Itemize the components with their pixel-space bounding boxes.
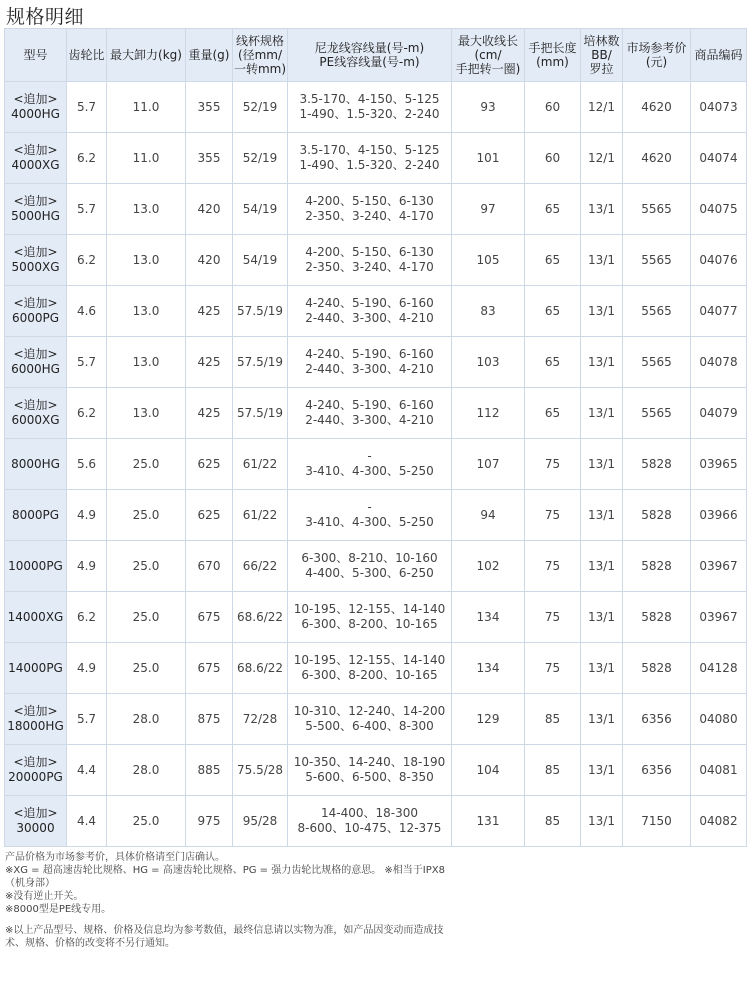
spool-spec-cell: 57.5/19 (233, 286, 288, 337)
model-cell (5, 133, 67, 184)
max-retrieve-cell: 112 (452, 388, 525, 439)
line-capacity-cell (288, 286, 452, 337)
max-retrieve-cell: 101 (452, 133, 525, 184)
bearings-cell: 13/1 (581, 184, 623, 235)
spool-spec-cell: 57.5/19 (233, 337, 288, 388)
footnotes (5, 851, 445, 950)
price-cell: 5565 (623, 184, 691, 235)
max-drag-cell: 25.0 (107, 643, 186, 694)
product-code-cell: 03967 (691, 592, 747, 643)
max-retrieve-cell: 94 (452, 490, 525, 541)
model-text: 14000PG (8, 660, 63, 675)
header-max-drag (107, 29, 186, 82)
line-capacity-text: - (367, 500, 372, 514)
model-text: 8000PG (11, 507, 60, 522)
bearings-cell: 13/1 (581, 337, 623, 388)
line-capacity-cell (288, 592, 452, 643)
weight-cell: 975 (186, 796, 233, 847)
line-capacity-text: 2-350、3-240、4-170 (305, 260, 434, 274)
table-row (5, 490, 747, 541)
max-drag-cell: 25.0 (107, 541, 186, 592)
weight-cell: 625 (186, 439, 233, 490)
header-text: (径mm/ (237, 48, 283, 62)
header-text: 最大卸力(kg) (110, 48, 182, 62)
model-cell (5, 184, 67, 235)
product-code-cell: 04128 (691, 643, 747, 694)
line-capacity-text: 1-490、1.5-320、2-240 (299, 158, 440, 172)
spec-table (4, 28, 747, 847)
price-cell: 5828 (623, 490, 691, 541)
model-text: <追加> (13, 704, 58, 718)
header-text: (mm) (536, 55, 569, 69)
handle-length-cell: 60 (525, 133, 581, 184)
weight-cell: 875 (186, 694, 233, 745)
table-row (5, 388, 747, 439)
bearings-cell: 13/1 (581, 490, 623, 541)
gear-ratio-cell: 5.7 (67, 184, 107, 235)
product-code-cell: 04080 (691, 694, 747, 745)
line-capacity-text: 3.5-170、4-150、5-125 (299, 92, 440, 106)
line-capacity-text: 2-350、3-240、4-170 (305, 209, 434, 223)
weight-cell: 675 (186, 643, 233, 694)
model-text: <追加> (13, 194, 58, 208)
footnote-line: ※8000型是PE线专用。 (5, 904, 112, 915)
model-text: <追加> (13, 245, 58, 259)
price-cell: 7150 (623, 796, 691, 847)
max-drag-cell: 25.0 (107, 592, 186, 643)
handle-length-cell: 75 (525, 439, 581, 490)
product-code-cell: 04074 (691, 133, 747, 184)
header-text: 手把长度 (528, 41, 577, 55)
line-capacity-text: 5-600、6-500、8-350 (305, 770, 434, 784)
gear-ratio-cell: 4.6 (67, 286, 107, 337)
handle-length-cell: 60 (525, 82, 581, 133)
model-cell (5, 796, 67, 847)
bearings-cell: 12/1 (581, 82, 623, 133)
weight-cell: 425 (186, 388, 233, 439)
handle-length-cell: 75 (525, 541, 581, 592)
gear-ratio-cell: 4.4 (67, 796, 107, 847)
header-text: 罗拉 (589, 62, 614, 76)
bearings-cell: 13/1 (581, 745, 623, 796)
spool-spec-cell: 72/28 (233, 694, 288, 745)
spool-spec-cell: 52/19 (233, 133, 288, 184)
spool-spec-cell: 75.5/28 (233, 745, 288, 796)
line-capacity-cell (288, 388, 452, 439)
price-cell: 4620 (623, 133, 691, 184)
table-row (5, 133, 747, 184)
line-capacity-text: 4-240、5-190、6-160 (305, 347, 434, 361)
bearings-cell: 13/1 (581, 541, 623, 592)
header-text: 最大收线长 (457, 34, 518, 48)
handle-length-cell: 85 (525, 694, 581, 745)
model-text: 8000HG (11, 456, 60, 471)
bearings-cell: 12/1 (581, 133, 623, 184)
price-cell: 5565 (623, 388, 691, 439)
product-code-cell: 04076 (691, 235, 747, 286)
product-code-cell: 04081 (691, 745, 747, 796)
product-code-cell: 04078 (691, 337, 747, 388)
model-text: <追加> (13, 347, 58, 361)
gear-ratio-cell: 5.7 (67, 337, 107, 388)
handle-length-cell: 65 (525, 235, 581, 286)
model-text: 30000 (16, 821, 55, 835)
bearings-cell: 13/1 (581, 796, 623, 847)
weight-cell: 420 (186, 184, 233, 235)
price-cell: 6356 (623, 745, 691, 796)
header-text: (cm/ (474, 48, 502, 62)
bearings-cell: 13/1 (581, 694, 623, 745)
header-text: 商品编码 (694, 48, 743, 62)
spool-spec-cell: 54/19 (233, 184, 288, 235)
line-capacity-text: 3-410、4-300、5-250 (305, 515, 434, 529)
header-price (623, 29, 691, 82)
header-text: 培林数 (583, 34, 620, 48)
spool-spec-cell: 54/19 (233, 235, 288, 286)
model-text: <追加> (13, 755, 58, 769)
bearings-cell: 13/1 (581, 439, 623, 490)
weight-cell: 355 (186, 133, 233, 184)
price-cell: 5565 (623, 235, 691, 286)
line-capacity-text: 4-200、5-150、6-130 (305, 245, 434, 259)
max-retrieve-cell: 134 (452, 643, 525, 694)
spool-spec-cell: 61/22 (233, 439, 288, 490)
max-retrieve-cell: 97 (452, 184, 525, 235)
model-text: 10000PG (8, 558, 63, 573)
max-retrieve-cell: 131 (452, 796, 525, 847)
line-capacity-text: 4-400、5-300、6-250 (305, 566, 434, 580)
model-cell (5, 439, 67, 490)
product-code-cell: 04077 (691, 286, 747, 337)
line-capacity-cell (288, 643, 452, 694)
price-cell: 5828 (623, 592, 691, 643)
line-capacity-text: - (367, 449, 372, 463)
max-retrieve-cell: 103 (452, 337, 525, 388)
header-text: 一转mm) (233, 62, 287, 76)
header-product-code (691, 29, 747, 82)
table-row (5, 541, 747, 592)
table-row (5, 796, 747, 847)
max-drag-cell: 13.0 (107, 388, 186, 439)
bearings-cell: 13/1 (581, 388, 623, 439)
model-text: 6000HG (11, 362, 60, 376)
weight-cell: 675 (186, 592, 233, 643)
table-row (5, 235, 747, 286)
gear-ratio-cell: 4.9 (67, 643, 107, 694)
max-drag-cell: 11.0 (107, 82, 186, 133)
line-capacity-cell (288, 235, 452, 286)
header-row (5, 29, 747, 82)
price-cell: 5828 (623, 541, 691, 592)
table-header (5, 29, 747, 82)
model-cell (5, 541, 67, 592)
product-code-cell: 03965 (691, 439, 747, 490)
gear-ratio-cell: 5.7 (67, 82, 107, 133)
weight-cell: 625 (186, 490, 233, 541)
line-capacity-cell (288, 439, 452, 490)
price-cell: 5828 (623, 643, 691, 694)
model-text: 14000XG (7, 609, 64, 624)
bearings-cell: 13/1 (581, 235, 623, 286)
product-code-cell: 04082 (691, 796, 747, 847)
line-capacity-text: 5-500、6-400、8-300 (305, 719, 434, 733)
max-retrieve-cell: 134 (452, 592, 525, 643)
line-capacity-text: 4-240、5-190、6-160 (305, 398, 434, 412)
gear-ratio-cell: 6.2 (67, 592, 107, 643)
header-text: 重量(g) (188, 48, 230, 62)
header-bearings (581, 29, 623, 82)
table-body (5, 82, 747, 847)
line-capacity-cell (288, 184, 452, 235)
header-text: 手把转一圈) (455, 62, 521, 76)
model-text: <追加> (13, 296, 58, 310)
handle-length-cell: 65 (525, 184, 581, 235)
max-drag-cell: 13.0 (107, 184, 186, 235)
gear-ratio-cell: 6.2 (67, 133, 107, 184)
max-retrieve-cell: 129 (452, 694, 525, 745)
spool-spec-cell: 52/19 (233, 82, 288, 133)
model-cell (5, 643, 67, 694)
spool-spec-cell: 66/22 (233, 541, 288, 592)
line-capacity-text: 4-240、5-190、6-160 (305, 296, 434, 310)
line-capacity-cell (288, 745, 452, 796)
footnote-line: ※以上产品型号、规格、价格及信息均为参考数值，最终信息请以实物为准，如产品因变动而造成技术、规格、价格的改变将不另行通知。 (5, 925, 444, 949)
weight-cell: 425 (186, 337, 233, 388)
model-text: 5000HG (11, 209, 60, 223)
table-row (5, 337, 747, 388)
header-line-capacity (288, 29, 452, 82)
weight-cell: 885 (186, 745, 233, 796)
model-text: 5000XG (11, 260, 60, 274)
weight-cell: 355 (186, 82, 233, 133)
header-gear-ratio (67, 29, 107, 82)
bearings-cell: 13/1 (581, 592, 623, 643)
gear-ratio-cell: 4.9 (67, 541, 107, 592)
line-capacity-text: 10-310、12-240、14-200 (293, 704, 446, 718)
weight-cell: 425 (186, 286, 233, 337)
header-handle-length (525, 29, 581, 82)
max-drag-cell: 25.0 (107, 796, 186, 847)
gear-ratio-cell: 4.9 (67, 490, 107, 541)
header-text: 市场参考价 (626, 41, 687, 55)
gear-ratio-cell: 4.4 (67, 745, 107, 796)
weight-cell: 670 (186, 541, 233, 592)
bearings-cell: 13/1 (581, 643, 623, 694)
max-drag-cell: 13.0 (107, 286, 186, 337)
model-text: 4000XG (11, 158, 60, 172)
line-capacity-text: 6-300、8-200、10-165 (301, 668, 438, 682)
price-cell: 5565 (623, 286, 691, 337)
gear-ratio-cell: 5.6 (67, 439, 107, 490)
max-retrieve-cell: 104 (452, 745, 525, 796)
spool-spec-cell: 68.6/22 (233, 592, 288, 643)
max-retrieve-cell: 107 (452, 439, 525, 490)
model-cell (5, 592, 67, 643)
max-drag-cell: 13.0 (107, 337, 186, 388)
header-max-retrieve (452, 29, 525, 82)
footnote-line: ※XG = 超高速齿轮比规格、HG = 高速齿轮比规格、PG = 强力齿轮比规格的意思。 ※相当于IPX8（机身部） (5, 865, 445, 889)
header-text: 型号 (23, 48, 48, 62)
line-capacity-cell (288, 133, 452, 184)
header-text: 尼龙线容线量(号-m) (314, 41, 425, 55)
line-capacity-text: 6-300、8-200、10-165 (301, 617, 438, 631)
footnote-line: ※没有逆止开关。 (5, 891, 84, 902)
line-capacity-text: 8-600、10-475、12-375 (297, 821, 442, 835)
header-text: BB/ (591, 48, 612, 62)
handle-length-cell: 65 (525, 337, 581, 388)
price-cell: 6356 (623, 694, 691, 745)
line-capacity-text: 3.5-170、4-150、5-125 (299, 143, 440, 157)
header-model (5, 29, 67, 82)
spool-spec-cell: 68.6/22 (233, 643, 288, 694)
model-cell (5, 337, 67, 388)
line-capacity-text: 2-440、3-300、4-210 (305, 362, 434, 376)
table-row (5, 286, 747, 337)
table-row (5, 592, 747, 643)
header-text: 齿轮比 (68, 48, 105, 62)
table-row (5, 643, 747, 694)
section-title: 规格明细 (6, 6, 85, 28)
max-retrieve-cell: 83 (452, 286, 525, 337)
handle-length-cell: 85 (525, 796, 581, 847)
max-retrieve-cell: 93 (452, 82, 525, 133)
handle-length-cell: 65 (525, 286, 581, 337)
header-spool-spec (233, 29, 288, 82)
line-capacity-cell (288, 82, 452, 133)
spool-spec-cell: 57.5/19 (233, 388, 288, 439)
model-cell (5, 286, 67, 337)
model-text: 20000PG (8, 770, 63, 784)
max-retrieve-cell: 102 (452, 541, 525, 592)
line-capacity-text: 2-440、3-300、4-210 (305, 311, 434, 325)
product-code-cell: 04075 (691, 184, 747, 235)
line-capacity-cell (288, 337, 452, 388)
line-capacity-text: 10-195、12-155、14-140 (293, 602, 446, 616)
header-text: (元) (645, 55, 668, 69)
model-text: <追加> (13, 398, 58, 412)
handle-length-cell: 75 (525, 490, 581, 541)
line-capacity-text: 6-300、8-210、10-160 (301, 551, 438, 565)
model-text: 6000XG (11, 413, 60, 427)
model-text: <追加> (13, 143, 58, 157)
table-row (5, 184, 747, 235)
max-drag-cell: 11.0 (107, 133, 186, 184)
price-cell: 5565 (623, 337, 691, 388)
spool-spec-cell: 95/28 (233, 796, 288, 847)
line-capacity-text: 10-195、12-155、14-140 (293, 653, 446, 667)
line-capacity-text: 14-400、18-300 (320, 806, 418, 820)
table-row (5, 745, 747, 796)
handle-length-cell: 75 (525, 643, 581, 694)
model-text: 18000HG (7, 719, 64, 733)
handle-length-cell: 85 (525, 745, 581, 796)
handle-length-cell: 75 (525, 592, 581, 643)
model-cell (5, 745, 67, 796)
model-text: 4000HG (11, 107, 60, 121)
line-capacity-text: 4-200、5-150、6-130 (305, 194, 434, 208)
handle-length-cell: 65 (525, 388, 581, 439)
price-cell: 4620 (623, 82, 691, 133)
model-cell (5, 694, 67, 745)
line-capacity-text: 3-410、4-300、5-250 (305, 464, 434, 478)
line-capacity-cell (288, 490, 452, 541)
max-drag-cell: 28.0 (107, 694, 186, 745)
model-text: <追加> (13, 806, 58, 820)
gear-ratio-cell: 6.2 (67, 388, 107, 439)
model-cell (5, 388, 67, 439)
model-text: <追加> (13, 92, 58, 106)
line-capacity-text: 10-350、14-240、18-190 (293, 755, 446, 769)
spool-spec-cell: 61/22 (233, 490, 288, 541)
model-cell (5, 82, 67, 133)
gear-ratio-cell: 6.2 (67, 235, 107, 286)
bearings-cell: 13/1 (581, 286, 623, 337)
header-text: 线杯规格 (235, 34, 284, 48)
line-capacity-cell (288, 796, 452, 847)
header-text: PE线容线量(号-m) (319, 55, 420, 69)
max-drag-cell: 28.0 (107, 745, 186, 796)
line-capacity-cell (288, 541, 452, 592)
header-weight (186, 29, 233, 82)
max-retrieve-cell: 105 (452, 235, 525, 286)
gear-ratio-cell: 5.7 (67, 694, 107, 745)
footnote-line (5, 916, 445, 924)
table-row (5, 439, 747, 490)
price-cell: 5828 (623, 439, 691, 490)
max-drag-cell: 25.0 (107, 439, 186, 490)
table-row (5, 694, 747, 745)
product-code-cell: 03966 (691, 490, 747, 541)
product-code-cell: 04073 (691, 82, 747, 133)
product-code-cell: 04079 (691, 388, 747, 439)
table-row (5, 82, 747, 133)
model-text: 6000PG (11, 311, 60, 325)
footnote-line: 产品价格为市场参考价，具体价格请至门店确认。 (5, 852, 225, 863)
max-drag-cell: 13.0 (107, 235, 186, 286)
line-capacity-text: 1-490、1.5-320、2-240 (299, 107, 440, 121)
weight-cell: 420 (186, 235, 233, 286)
line-capacity-text: 2-440、3-300、4-210 (305, 413, 434, 427)
line-capacity-cell (288, 694, 452, 745)
model-cell (5, 235, 67, 286)
product-code-cell: 03967 (691, 541, 747, 592)
max-drag-cell: 25.0 (107, 490, 186, 541)
model-cell (5, 490, 67, 541)
